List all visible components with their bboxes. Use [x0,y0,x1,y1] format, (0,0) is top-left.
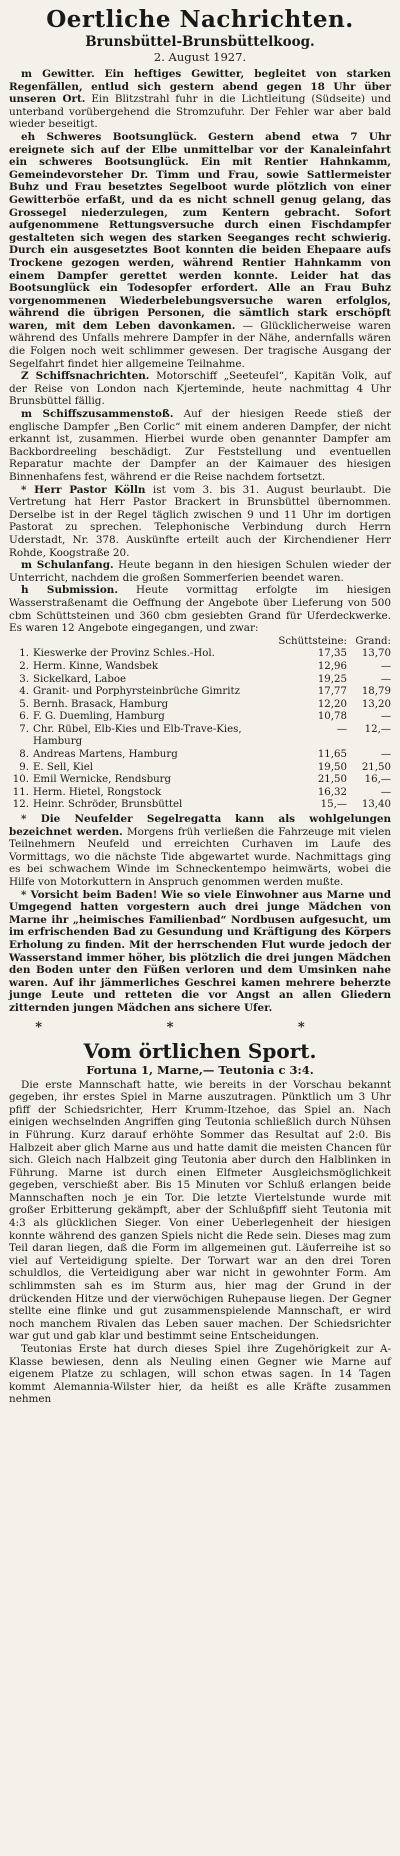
date-line: 2. August 1927. [153,50,247,64]
table-row [9,774,391,787]
bidder-name: Granit- und Porphyrsteinbrüche Gimritz [33,686,241,698]
news-item-body: — Glücklicherweise waren während des Unfalls mehrere Dampfer in der Nähe, andernfalls wären die Folgen noch weit schlimmer gewesen. Der tragische Ausgang der Segelfahrt findet hier allgemeine Teilnahme. [9,319,391,370]
row-number: 5. [19,698,29,710]
news-item-lead-text: Ein heftiges Gewitter, begleitet von starken Regenfällen, entlud sich gestern abend gegen 18 Uhr über unseren Ort. [9,68,391,106]
price-grand: 21,50 [361,761,391,773]
articles-section [9,68,391,635]
news-item-lead: h Submission. [21,584,118,597]
price-schuettsteine: 10,78 [317,711,347,723]
sport-paragraph: Die erste Mannschaft hatte, wie bereits in der Vorschau bekannt gegeben, ihr erstes Spiel in Marne auszutragen. Pünktlich um 3 Uhr pfiff der Schiedsrichter, Herr Krumm-Itzehoe, das Spiel an. Nach einigen wechselnden Angriffen ging Teutonia schließlich durch Nühsen in Führung. Kurz darauf erhöhte Sommer das Resultat auf 2:0. Bis Halbzeit aber glich Marne aus und hatte damit die meisten Chancen für sich. Gleich nach Halbzeit ging Teutonia aber durch den Halblinken in Führung. Marne ist durch einen Elfmeter Ausgleichsmöglichkeit gegeben, verschießt aber. Bis 15 Minuten vor Schluß erlangen beide Mannschaften noch je ein Tor. Die letzte Viertelstunde wurde mit großer Erbitterung gekämpft, aber der Schlußpfiff sieht Teutonia mit 4:3 als glücklichen Sieger. Von einer Ueberlegenheit der hiesigen konnte während des ganzen Spiels nicht die Rede sein. Dieses mag zum Teil daran liegen, daß die Form im allgemeinen gut. Läuferreihe ist so viel auf Verteidigung spielte. Der Torwart war an den drei Toren schuldlos, die Verteidigung aber war nicht in gewohnter Form. Am schlimmsten sah es im Sturm aus, hier mag der Grund in der drückenden Hitze und der vierwöchigen Ruhepause liegen. Der Gegner stellte eine flinke und gut zusammenspielende Mannschaft, er wird noch manchem Rivalen das Leben sauer machen. Der Schiedsrichter war gut und gab klar und bestimmt seine Entscheidungen. [9,1078,391,1343]
bidder-name: Heinr. Schröder, Brunsbüttel [33,799,183,811]
bidder-name: F. G. Duemling, Hamburg [33,711,165,723]
bidder-name: E. Sell, Kiel [33,761,94,773]
news-item [9,559,391,584]
row-number: 10. [12,774,29,786]
price-grand: — [380,711,391,723]
bidder-name: Sickelkard, Laboe [33,673,127,685]
price-schuettsteine: 15,— [320,799,347,811]
bidder-name: Kieswerke der Provinz Schles.-Hol. [33,648,215,660]
news-item-lead: * Vorsicht beim Baden! [21,888,158,901]
row-number: 1. [19,648,29,660]
table-row [9,724,391,749]
price-schuettsteine: 17,77 [317,686,347,698]
sport-report [9,1079,391,1406]
table-row [9,711,391,724]
price-schuettsteine: 12,96 [317,660,347,672]
news-item-body: Auf der hiesigen Reede stieß der englische Dampfer „Ben Corlic“ mit einem anderen Dampfer, der nicht erkannt ist, zusammen. Hierbei wurde oben genannter Dampfer am Backbordreeling beschädigt. Zur Feststellung und eventuellen Reparatur machte der Dampfer an der Kaimauer des hiesigen Binnenhafens fest, während er die Reise nachdem fortsetzt. [9,408,392,483]
table-row [9,762,391,775]
bidder-name: Andreas Martens, Hamburg [33,749,178,761]
articles-after-section [9,813,391,1015]
table-row [9,787,391,800]
bidder-name: Herm. Hietel, Rongstock [33,786,162,798]
news-item-body: Motorschiff „Seeteufel“, Kapitän Volk, auf der Reise von London nach Kjerteminde, heute nachmittag 4 Uhr Brunsbüttel fällig. [9,370,392,408]
price-schuettsteine: 16,32 [317,786,347,798]
price-grand: 13,40 [361,799,391,811]
row-number: 4. [19,686,29,698]
table-row [9,749,391,762]
price-schuettsteine: 11,65 [317,749,347,761]
price-schuettsteine: 21,50 [317,774,347,786]
price-schuettsteine: 19,50 [317,761,347,773]
price-grand: — [380,786,391,798]
bidder-name: Chr. Rübel, Elb-Kies und Elb-Trave-Kies, Hamburg [33,723,242,748]
price-grand: 16,— [364,774,391,786]
row-number: 11. [12,786,29,798]
table-row [9,686,391,699]
news-item [9,408,391,484]
price-grand: — [380,660,391,672]
place-heading: Brunsbüttel-Brunsbüttelkoog. [85,34,315,50]
section-separator: * * * [35,1019,365,1035]
price-schuettsteine: 19,25 [317,673,347,685]
table-row [9,799,391,812]
news-item-body: Heute begann in den hiesigen Schulen wieder der Unterricht, nachdem die großen Sommerferien beendet waren. [9,559,391,584]
row-number: 7. [19,723,29,735]
news-item [9,370,391,408]
sport-paragraph: Teutonias Erste hat durch dieses Spiel ihre Zugehörigkeit zur A-Klasse bewiesen, denn als Neuling einen Gegner wie Marne auf eigenem Platze zu schlagen, will schon etwas sagen. In 14 Tagen kommt Alemannia-Wilster hier, da heißt es alle Kräfte zusammen nehmen [9,1343,391,1406]
bidder-name: Bernh. Brasack, Hamburg [33,698,169,710]
row-number: 2. [19,660,29,672]
bidder-name: Herm. Kinne, Wandsbek [33,660,159,672]
col-header-grand: Grand: [355,635,391,647]
news-item-body: ist vom 3. bis 31. August beurlaubt. Die Vertretung hat Herr Pastor Brackert in Brunsbüttel übernommen. Derselbe ist in der Regel täglich zwischen 9 und 11 Uhr im dortigen Pastorat zu sprechen. Telephonische Verbindung durch Herrn Uderstadt, Nr. 378. Auskünfte erteilt auch der Kirchendiener Herr Rohde, Koogstraße 20. [9,483,392,559]
price-grand: — [380,673,391,685]
price-grand: 13,70 [361,648,391,660]
news-item-body: Morgens früh verließen die Fahrzeuge mit vielen Teilnehmern Neufeld und erreichten Curhaven im Laufe des Vormittags, wo die nächste Tide abgewartet wurde. Nachmittags ging es bei schwachem Winde im Schneckentempo heimwärts, wobei die Hilfe von Motorkuttern in Anspruch genommen werden mußte. [9,825,391,888]
price-grand: 18,79 [361,686,391,698]
submission-table [9,636,391,812]
news-item-lead-text: Wie so viele Einwohner aus Marne und Umgegend hatten vorgestern auch drei junge Mädchen von Marne ihr „heimisches Familienbad“ Nordbusen aufgesucht, um im erfrischenden Bad zu Gesundung und Kräftigung des Körpers Erholung zu finden. Mit der herrschenden Flut wurde jedoch der Wasserstand immer höher, bis plötzlich die drei jungen Mädchen den Boden unter den Füßen verloren und dem Umsinken nahe waren. Auf ihr jämmerliches Geschrei kamen mehrere beherzte junge Leute und retteten die vor Angst an allen Gliedern zitternden jungen Mädchen ans sichere Ufer. [9,888,391,1014]
price-grand: 13,20 [361,698,391,710]
news-item [9,68,391,131]
news-item-lead-text: Gestern abend etwa 7 Uhr ereignete sich auf der Elbe unmittelbar vor der Kanaleinfahrt ein schweres Bootsunglück. Ein mit Rentier Hahnkamm, Gemeindevorsteher Dr. Timm und Frau, sowie Sattlermeister Buhz und Frau besetztes Segelboot wurde plötzlich von einer Gewitterböe erfaßt, und da es nicht schnell genug gelang, das Grossegel niederzulegen, zum Kentern gebracht. Sofort aufgenommene Rettungsversuche durch einen Fischdampfer gestalteten sich wegen des starken Seeganges recht schwierig. Durch ein ausgesetztes Boot konnten die beiden Ehepaare aufs Trockene gezogen werden, während Rentier Hahnkamm von einem Dampfer gerettet werden konnte. Leider hat das Bootsunglück ein Todesopfer erfordert. Alle an Frau Buhz vorgenommenen Wiederbelebungsversuche waren erfolglos, während die übrigen Personen, die sämtlich stark erschöpft waren, mit dem Leben davonkamen. [9,130,391,332]
table-header-row [9,636,391,649]
row-number: 12. [12,799,29,811]
match-result: Fortuna 1, Marne,— Teutonia c 3:4. [86,1062,314,1077]
bidder-name: Emil Wernicke, Rendsburg [33,774,172,786]
table-row [9,648,391,661]
price-schuettsteine: 17,35 [317,648,347,660]
news-item-body: Heute vormittag erfolgte im hiesigen Wasserstraßenamt die Oeffnung der Angebote über Lieferung von 500 cbm Schüttsteinen und 360 cbm gesiebten Grand für Uferdeckwerke. Es waren 12 Angebote eingegangen, und zwar: [9,584,391,635]
table-row [9,674,391,687]
news-item [9,813,391,889]
news-item-body: Ein Blitzstrahl fuhr in die Lichtleitung (Südseite) und unterband vorübergehend die Stromzufuhr. Der Fehler war aber bald wieder beseitigt. [9,93,391,131]
price-grand: 12,— [364,723,391,735]
price-schuettsteine: — [336,723,347,735]
col-header-schuettsteine: Schüttsteine: [278,635,347,647]
row-number: 6. [19,711,29,723]
page-title: Oertliche Nachrichten. [46,6,354,33]
news-item-lead: m Schulanfang. [21,559,114,572]
row-number: 8. [19,749,29,761]
price-schuettsteine: 12,20 [317,698,347,710]
news-item-lead: m Schiffszusammenstoß. [21,408,174,421]
news-item-lead: * Herr Pastor Kölln [21,483,146,496]
news-item-lead: m Gewitter. [21,68,95,80]
news-item [9,484,391,560]
news-item-lead: eh Schweres Bootsunglück. [21,130,198,143]
row-number: 3. [19,673,29,685]
row-number: 9. [19,761,29,773]
news-item-lead: * Die Neufelder Segelregatta [21,813,222,826]
news-item [9,889,391,1015]
table-row [9,661,391,674]
sport-heading: Vom örtlichen Sport. [83,1038,317,1063]
table-row [9,699,391,712]
news-item [9,131,391,370]
news-item [9,584,391,634]
price-grand: — [380,749,391,761]
news-item-lead: Z Schiffsnachrichten. [21,370,150,383]
news-item-lead-text: kann als wohlgelungen bezeichnet werden. [9,813,391,838]
